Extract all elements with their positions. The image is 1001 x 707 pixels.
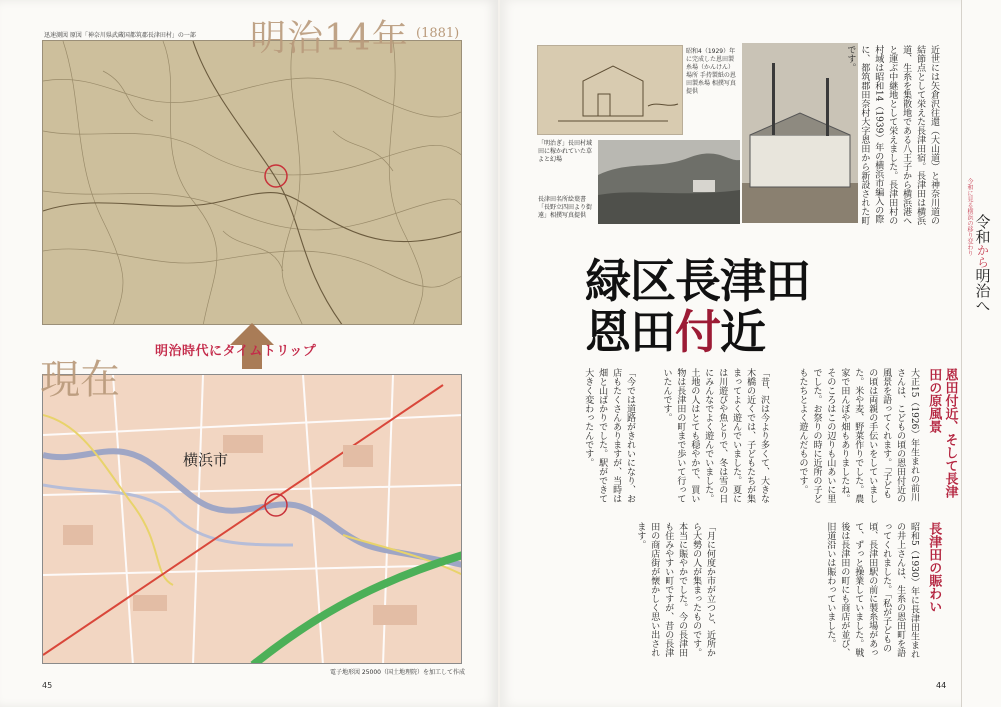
map-credit: 電子地形図 25000（国土地理院）を加工して作成 xyxy=(330,669,465,676)
series-title-b: 明治へ xyxy=(973,268,992,313)
headline-line1: 緑区長津田 xyxy=(585,254,810,308)
time-trip-label: 明治時代にタイムトリップ xyxy=(155,344,317,359)
factory-building-photo xyxy=(742,43,858,223)
page-number-left: 45 xyxy=(42,681,53,690)
postcard-caption: 長津田名所絵葉書「長野立四田より街遠」相撲写真提供 xyxy=(538,196,593,220)
map-city-label: 横浜市 xyxy=(183,451,229,469)
modern-map-drawing xyxy=(43,375,462,664)
section1-text: 大正15（1926）年生まれの前川さんは、こどもの頃の恩田付近の風景を語ってくれます。「子どもの頃は両親の手伝いをしていました。米や麦、野菜作りでした。農家で田んぼや畑もありましたね。そのころはこの辺りも山あいに里でした。お祭りの時に近所の子どもたちとよく遊んだものです。 xyxy=(797,368,919,503)
factory-sketch-caption: 昭和4（1929）年に完成した恩田製糸場（かんけん）場所 手持製紙の恩田製糸場 相撲写真提供 xyxy=(686,48,736,96)
section1-text2: 「昔、沢は今より多くて、大きな木橋の近くでは、子どもたちが集まってよく遊んでいました。夏には川遊びや魚とりで、冬は雪の日にみんなでよく遊んでいました。土地の人はとても穏やかで、買い物は長津田の町まで歩いて行っていたんです。 xyxy=(661,368,769,503)
series-title xyxy=(974,214,991,313)
old-map-caption: 迅速測図 原図「神奈川県武蔵国都筑郡長津田村」の一部 xyxy=(44,32,196,39)
countryside-photo xyxy=(598,140,740,224)
series-label: 令和に見る横浜の移り変わり xyxy=(966,178,973,256)
headline-line2-a: 恩田 xyxy=(585,305,675,359)
headline-line2 xyxy=(585,296,765,362)
section2-text2: 「月に何度か市が立つと、近所から大勢の人が集まったものです。本当に賑やかでした。今の長津田も住みやすい町ですが、昔の長津田の商店街が懐かしく思い出されます。 xyxy=(635,522,715,657)
side-tab xyxy=(961,0,1001,707)
countryside-caption: 「明治ぎ」長田村域 田に稼かれていた草よと幻場 xyxy=(538,140,593,164)
factory-sketch-photo xyxy=(537,45,683,135)
left-page xyxy=(0,0,498,707)
old-map-image xyxy=(42,40,462,325)
section1-text3: 「今では道路がきれいになり、お店もたくさんありますが、当時は畑と山ばかりでした。駅ができて大きく変わったんです。 xyxy=(583,368,635,503)
headline-line2-red: 付 xyxy=(675,305,720,359)
intro-text: 近世には矢倉沢往還（大山道）と神奈川道の結節点として栄えた長津田宿。長津田は横浜道、生糸を集散地である八王子から横浜港へと運ぶ中継地として栄えました。長津田村の村域は昭和14（1939）年の横浜市編入の際に、都筑郡田奈村大字恩田から新設された町です。 xyxy=(845,45,939,225)
section2-heading: 長津田の賑わい xyxy=(926,522,942,613)
page-number-right: 44 xyxy=(936,681,947,690)
old-map-year-sub: (1881) xyxy=(416,26,460,41)
series-title-a: 令和 xyxy=(973,214,992,244)
old-map-year-title: 明治14年 xyxy=(250,18,409,59)
series-title-red: から xyxy=(975,244,990,268)
section2-text: 昭和5（1930）年に長津田生まれの井上さんは、生糸の恩田町を語ってくれました。「私が子どもの頃、長津田駅の前に製糸場があって、ずっと操業していました。戦後は長津田の町にも商店が並び、旧道沿いは賑わっていました。 xyxy=(825,522,919,659)
section1-heading: 恩田付近、そして長津田の原風景 xyxy=(926,368,958,498)
modern-map-image xyxy=(42,374,462,664)
headline-line2-b: 近 xyxy=(720,305,765,359)
old-map-drawing xyxy=(43,41,462,325)
modern-map-title: 現在 xyxy=(40,357,120,403)
